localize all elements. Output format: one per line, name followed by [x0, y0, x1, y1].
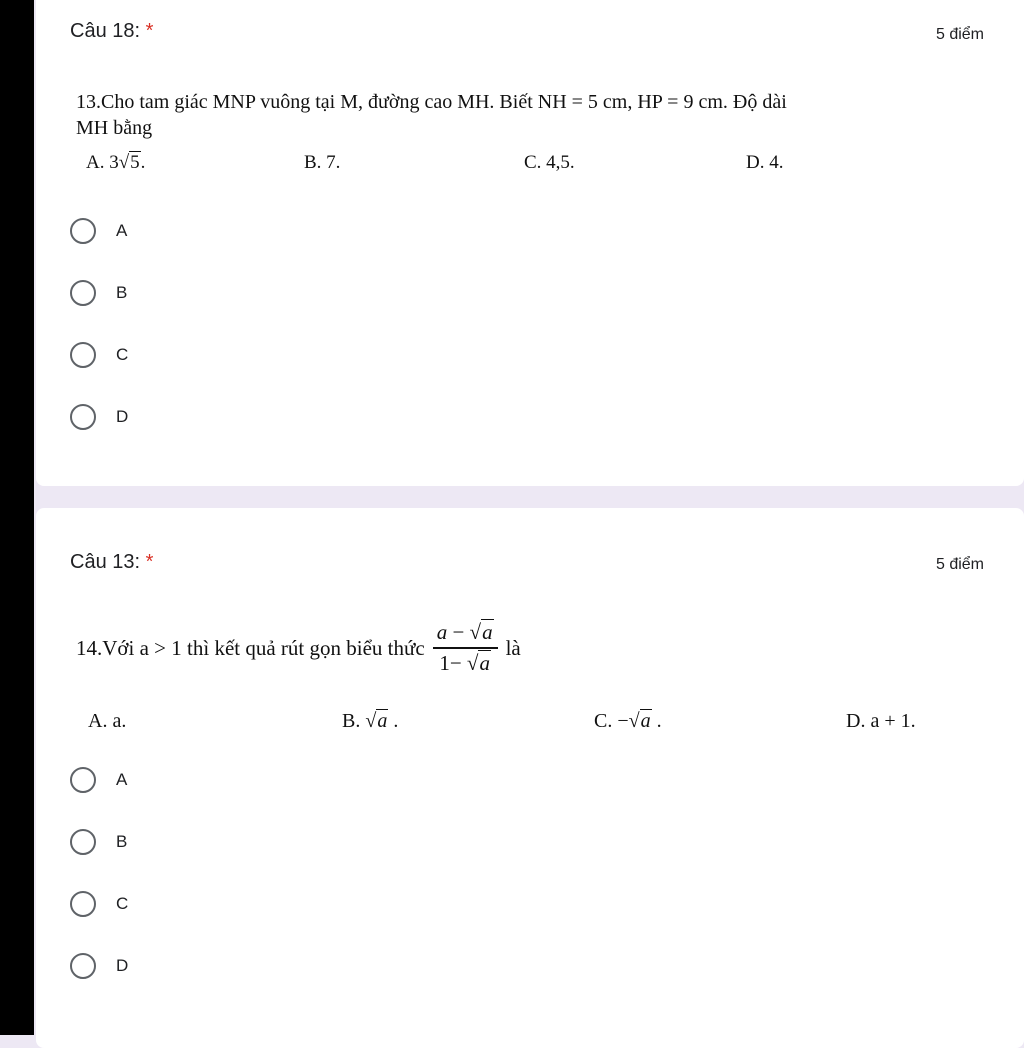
choice-b[interactable] [70, 826, 127, 858]
question-text-line: 13.Cho tam giác MNP vuông tại M, đường cao MH. Biết NH = 5 cm, HP = 9 cm. Độ dài [76, 91, 787, 113]
answer-b-text: B. [342, 710, 366, 732]
question-text [76, 620, 996, 676]
fraction-term: a [436, 620, 448, 644]
answer-c-suffix: . [651, 710, 662, 732]
radicand: a [640, 710, 651, 732]
choice-label: D [116, 407, 129, 426]
radio-button[interactable] [70, 218, 96, 244]
choice-a[interactable] [70, 215, 127, 247]
required-asterisk: * [145, 20, 154, 42]
sqrt-symbol: √5 [118, 152, 140, 173]
answer-option-c: C. 4,5. [524, 152, 575, 173]
choice-label: C [116, 894, 129, 913]
choice-label: C [116, 345, 129, 364]
question-text [76, 89, 996, 141]
radio-button[interactable] [70, 829, 96, 855]
choice-a[interactable] [70, 764, 127, 796]
question-text-prefix: 14.Với a > 1 thì kết quả rút gọn biểu thức [76, 635, 425, 660]
choice-d[interactable] [70, 401, 128, 433]
choice-label: A [116, 221, 128, 240]
radio-button[interactable] [70, 280, 96, 306]
answer-a-suffix: . [140, 152, 146, 173]
fraction-term: 1 [439, 651, 450, 675]
answer-option-d: D. 4. [746, 152, 784, 173]
answer-option-b [342, 710, 398, 733]
radicand: 5 [130, 152, 140, 173]
question-card-18 [36, 0, 1024, 486]
choice-label: D [116, 956, 129, 975]
fraction-expression [433, 620, 498, 676]
radio-button[interactable] [70, 404, 96, 430]
answer-option-b: B. 7. [304, 152, 341, 173]
question-text-line: MH bằng [76, 117, 153, 139]
question-title [70, 20, 153, 43]
points-label: 5 điểm [935, 26, 984, 43]
answer-option-a: A. a. [88, 710, 127, 732]
answer-option-a [86, 152, 145, 174]
choice-label: A [116, 770, 128, 789]
sqrt-symbol: √a [466, 651, 490, 675]
radio-button[interactable] [70, 767, 96, 793]
answer-option-c [594, 710, 662, 733]
answer-a-text: A. 3 [86, 152, 119, 173]
answer-option-d: D. a + 1. [846, 710, 916, 732]
radio-button[interactable] [70, 342, 96, 368]
required-asterisk: * [145, 551, 154, 573]
question-text-suffix: là [505, 635, 521, 660]
question-card-13 [36, 508, 1024, 1048]
minus-sign: − [447, 620, 470, 644]
sqrt-symbol: √a [365, 710, 388, 732]
answer-b-suffix: . [388, 710, 399, 732]
points-label: 5 điểm [935, 556, 984, 573]
choice-c[interactable] [70, 888, 128, 920]
radio-button[interactable] [70, 953, 96, 979]
radicand: a [377, 710, 388, 732]
radicand: a [482, 620, 493, 644]
choice-label: B [116, 832, 128, 851]
question-number: Câu 18: [70, 20, 141, 42]
sqrt-symbol: √a [469, 620, 493, 644]
minus-sign: − [449, 651, 467, 675]
radicand: a [479, 651, 490, 675]
choice-b[interactable] [70, 277, 127, 309]
left-black-bar [0, 0, 34, 1035]
question-number: Câu 13: [70, 551, 141, 573]
answer-c-text: C. − [594, 710, 629, 732]
choice-d[interactable] [70, 950, 128, 982]
radio-button[interactable] [70, 891, 96, 917]
choice-label: B [116, 283, 128, 302]
sqrt-symbol: √a [628, 710, 651, 732]
question-title [70, 551, 153, 574]
choice-c[interactable] [70, 339, 128, 371]
